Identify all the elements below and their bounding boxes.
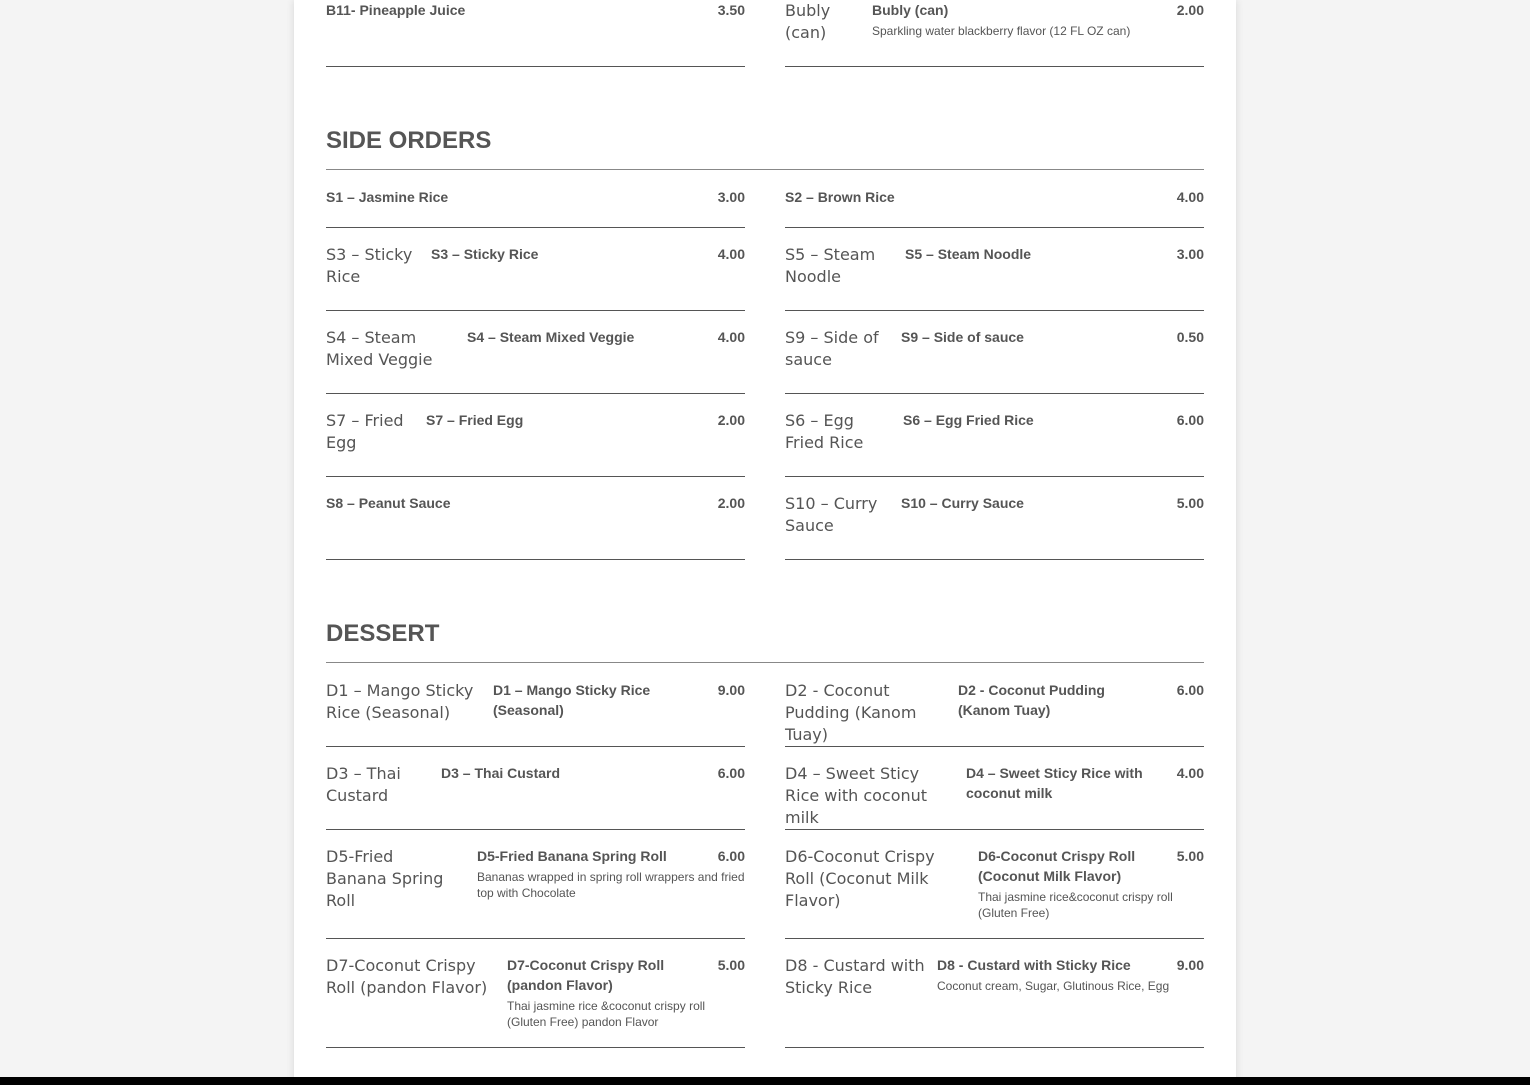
item-price: 4.00 <box>1176 765 1204 781</box>
item-image: S3 – Sticky Rice <box>326 245 413 286</box>
item-price: 3.00 <box>1176 246 1204 262</box>
item-name: S3 – Sticky Rice <box>431 246 539 262</box>
menu-item-s4[interactable] <box>326 327 745 394</box>
item-name: D3 – Thai Custard <box>441 765 561 781</box>
item-image: Bubly (can) <box>785 1 831 42</box>
menu-item-s8[interactable] <box>326 493 745 560</box>
section-divider <box>326 169 1204 170</box>
item-image: S10 – Curry Sauce <box>785 494 878 535</box>
menu-item-d7[interactable] <box>326 955 745 1048</box>
item-name: S9 – Side of sauce <box>901 329 1024 345</box>
item-price: 5.00 <box>1176 848 1204 864</box>
menu-item-d1[interactable] <box>326 680 745 747</box>
item-price: 4.00 <box>717 246 745 262</box>
item-image: S9 – Side of sauce <box>785 328 879 369</box>
item-image: S6 – Egg Fried Rice <box>785 411 864 452</box>
item-image: S5 – Steam Noodle <box>785 245 876 286</box>
item-name: S1 – Jasmine Rice <box>326 189 449 205</box>
item-price: 3.00 <box>717 189 745 205</box>
item-name: Bubly (can) <box>872 2 949 18</box>
item-name: S5 – Steam Noodle <box>905 246 1032 262</box>
item-price: 9.00 <box>717 682 745 698</box>
item-image: D3 – Thai Custard <box>326 764 401 805</box>
item-price: 5.00 <box>717 957 745 973</box>
item-image: D2 - Coconut Pudding (Kanom Tuay) <box>785 681 917 744</box>
item-description: Bananas wrapped in spring roll wrappers and fried top with Chocolate <box>477 870 745 900</box>
item-name: D7-Coconut Crispy Roll (pandon Flavor) <box>507 957 665 993</box>
item-name: S7 – Fried Egg <box>426 412 524 428</box>
item-price: 3.50 <box>717 2 745 18</box>
menu-item-b11[interactable] <box>326 0 745 67</box>
menu-item-s2[interactable] <box>785 187 1204 228</box>
item-image: D1 – Mango Sticky Rice (Seasonal) <box>326 681 474 722</box>
item-price: 2.00 <box>717 412 745 428</box>
item-price: 5.00 <box>1176 495 1204 511</box>
item-image: S7 – Fried Egg <box>326 411 404 452</box>
item-price: 4.00 <box>717 329 745 345</box>
item-image: D6-Coconut Crispy Roll (Coconut Milk Flavor) <box>785 847 935 910</box>
item-description: Thai jasmine rice&coconut crispy roll (Gluten Free) <box>978 890 1173 920</box>
item-image: D4 – Sweet Sticy Rice with coconut milk <box>785 764 928 827</box>
menu-item-s3[interactable] <box>326 244 745 311</box>
item-description: Coconut cream, Sugar, Glutinous Rice, Egg <box>937 979 1170 993</box>
item-description: Thai jasmine rice &coconut crispy roll (Gluten Free) pandon Flavor <box>507 999 706 1029</box>
item-name: S4 – Steam Mixed Veggie <box>467 329 635 345</box>
item-name: D2 - Coconut Pudding (Kanom Tuay) <box>958 682 1105 718</box>
item-price: 6.00 <box>1176 412 1204 428</box>
item-image: D8 - Custard with Sticky Rice <box>785 956 925 997</box>
item-name: D8 - Custard with Sticky Rice <box>937 957 1131 973</box>
menu-item-s7[interactable] <box>326 410 745 477</box>
menu-item-d2[interactable] <box>785 680 1204 747</box>
item-price: 6.00 <box>717 765 745 781</box>
menu-item-bubly[interactable] <box>785 0 1204 67</box>
item-name: S6 – Egg Fried Rice <box>903 412 1034 428</box>
item-name: D6-Coconut Crispy Roll (Coconut Milk Flavor) <box>978 848 1136 884</box>
item-price: 4.00 <box>1176 189 1204 205</box>
item-price: 6.00 <box>717 848 745 864</box>
item-name: D1 – Mango Sticky Rice (Seasonal) <box>493 682 651 718</box>
menu-item-d4[interactable] <box>785 763 1204 830</box>
item-image: S4 – Steam Mixed Veggie <box>326 328 433 369</box>
section-divider <box>326 662 1204 663</box>
item-price: 9.00 <box>1176 957 1204 973</box>
menu-item-d5[interactable] <box>326 846 745 939</box>
item-price: 6.00 <box>1176 682 1204 698</box>
section-title-dessert: DESSERT <box>326 620 440 647</box>
item-price: 0.50 <box>1176 329 1204 345</box>
menu-item-s1[interactable] <box>326 187 745 228</box>
item-name: S8 – Peanut Sauce <box>326 495 451 511</box>
menu-item-s6[interactable] <box>785 410 1204 477</box>
item-name: S2 – Brown Rice <box>785 189 895 205</box>
item-image: D7-Coconut Crispy Roll (pandon Flavor) <box>326 956 488 997</box>
item-name: D4 – Sweet Sticy Rice with coconut milk <box>966 765 1143 801</box>
item-image: D5-Fried Banana Spring Roll <box>326 847 444 910</box>
menu-item-s9[interactable] <box>785 327 1204 394</box>
item-name: B11- Pineapple Juice <box>326 2 466 18</box>
menu-item-d6[interactable] <box>785 846 1204 939</box>
footer-bar <box>0 1077 1530 1085</box>
menu-item-d8[interactable] <box>785 955 1204 1048</box>
menu-page <box>294 0 1236 1085</box>
section-title-side-orders: SIDE ORDERS <box>326 127 492 154</box>
menu-item-s5[interactable] <box>785 244 1204 311</box>
item-description: Sparkling water blackberry flavor (12 FL OZ can) <box>872 24 1131 38</box>
item-price: 2.00 <box>717 495 745 511</box>
item-name: D5-Fried Banana Spring Roll <box>477 848 667 864</box>
item-price: 2.00 <box>1176 2 1204 18</box>
menu-item-d3[interactable] <box>326 763 745 830</box>
menu-item-s10[interactable] <box>785 493 1204 560</box>
item-name: S10 – Curry Sauce <box>901 495 1024 511</box>
